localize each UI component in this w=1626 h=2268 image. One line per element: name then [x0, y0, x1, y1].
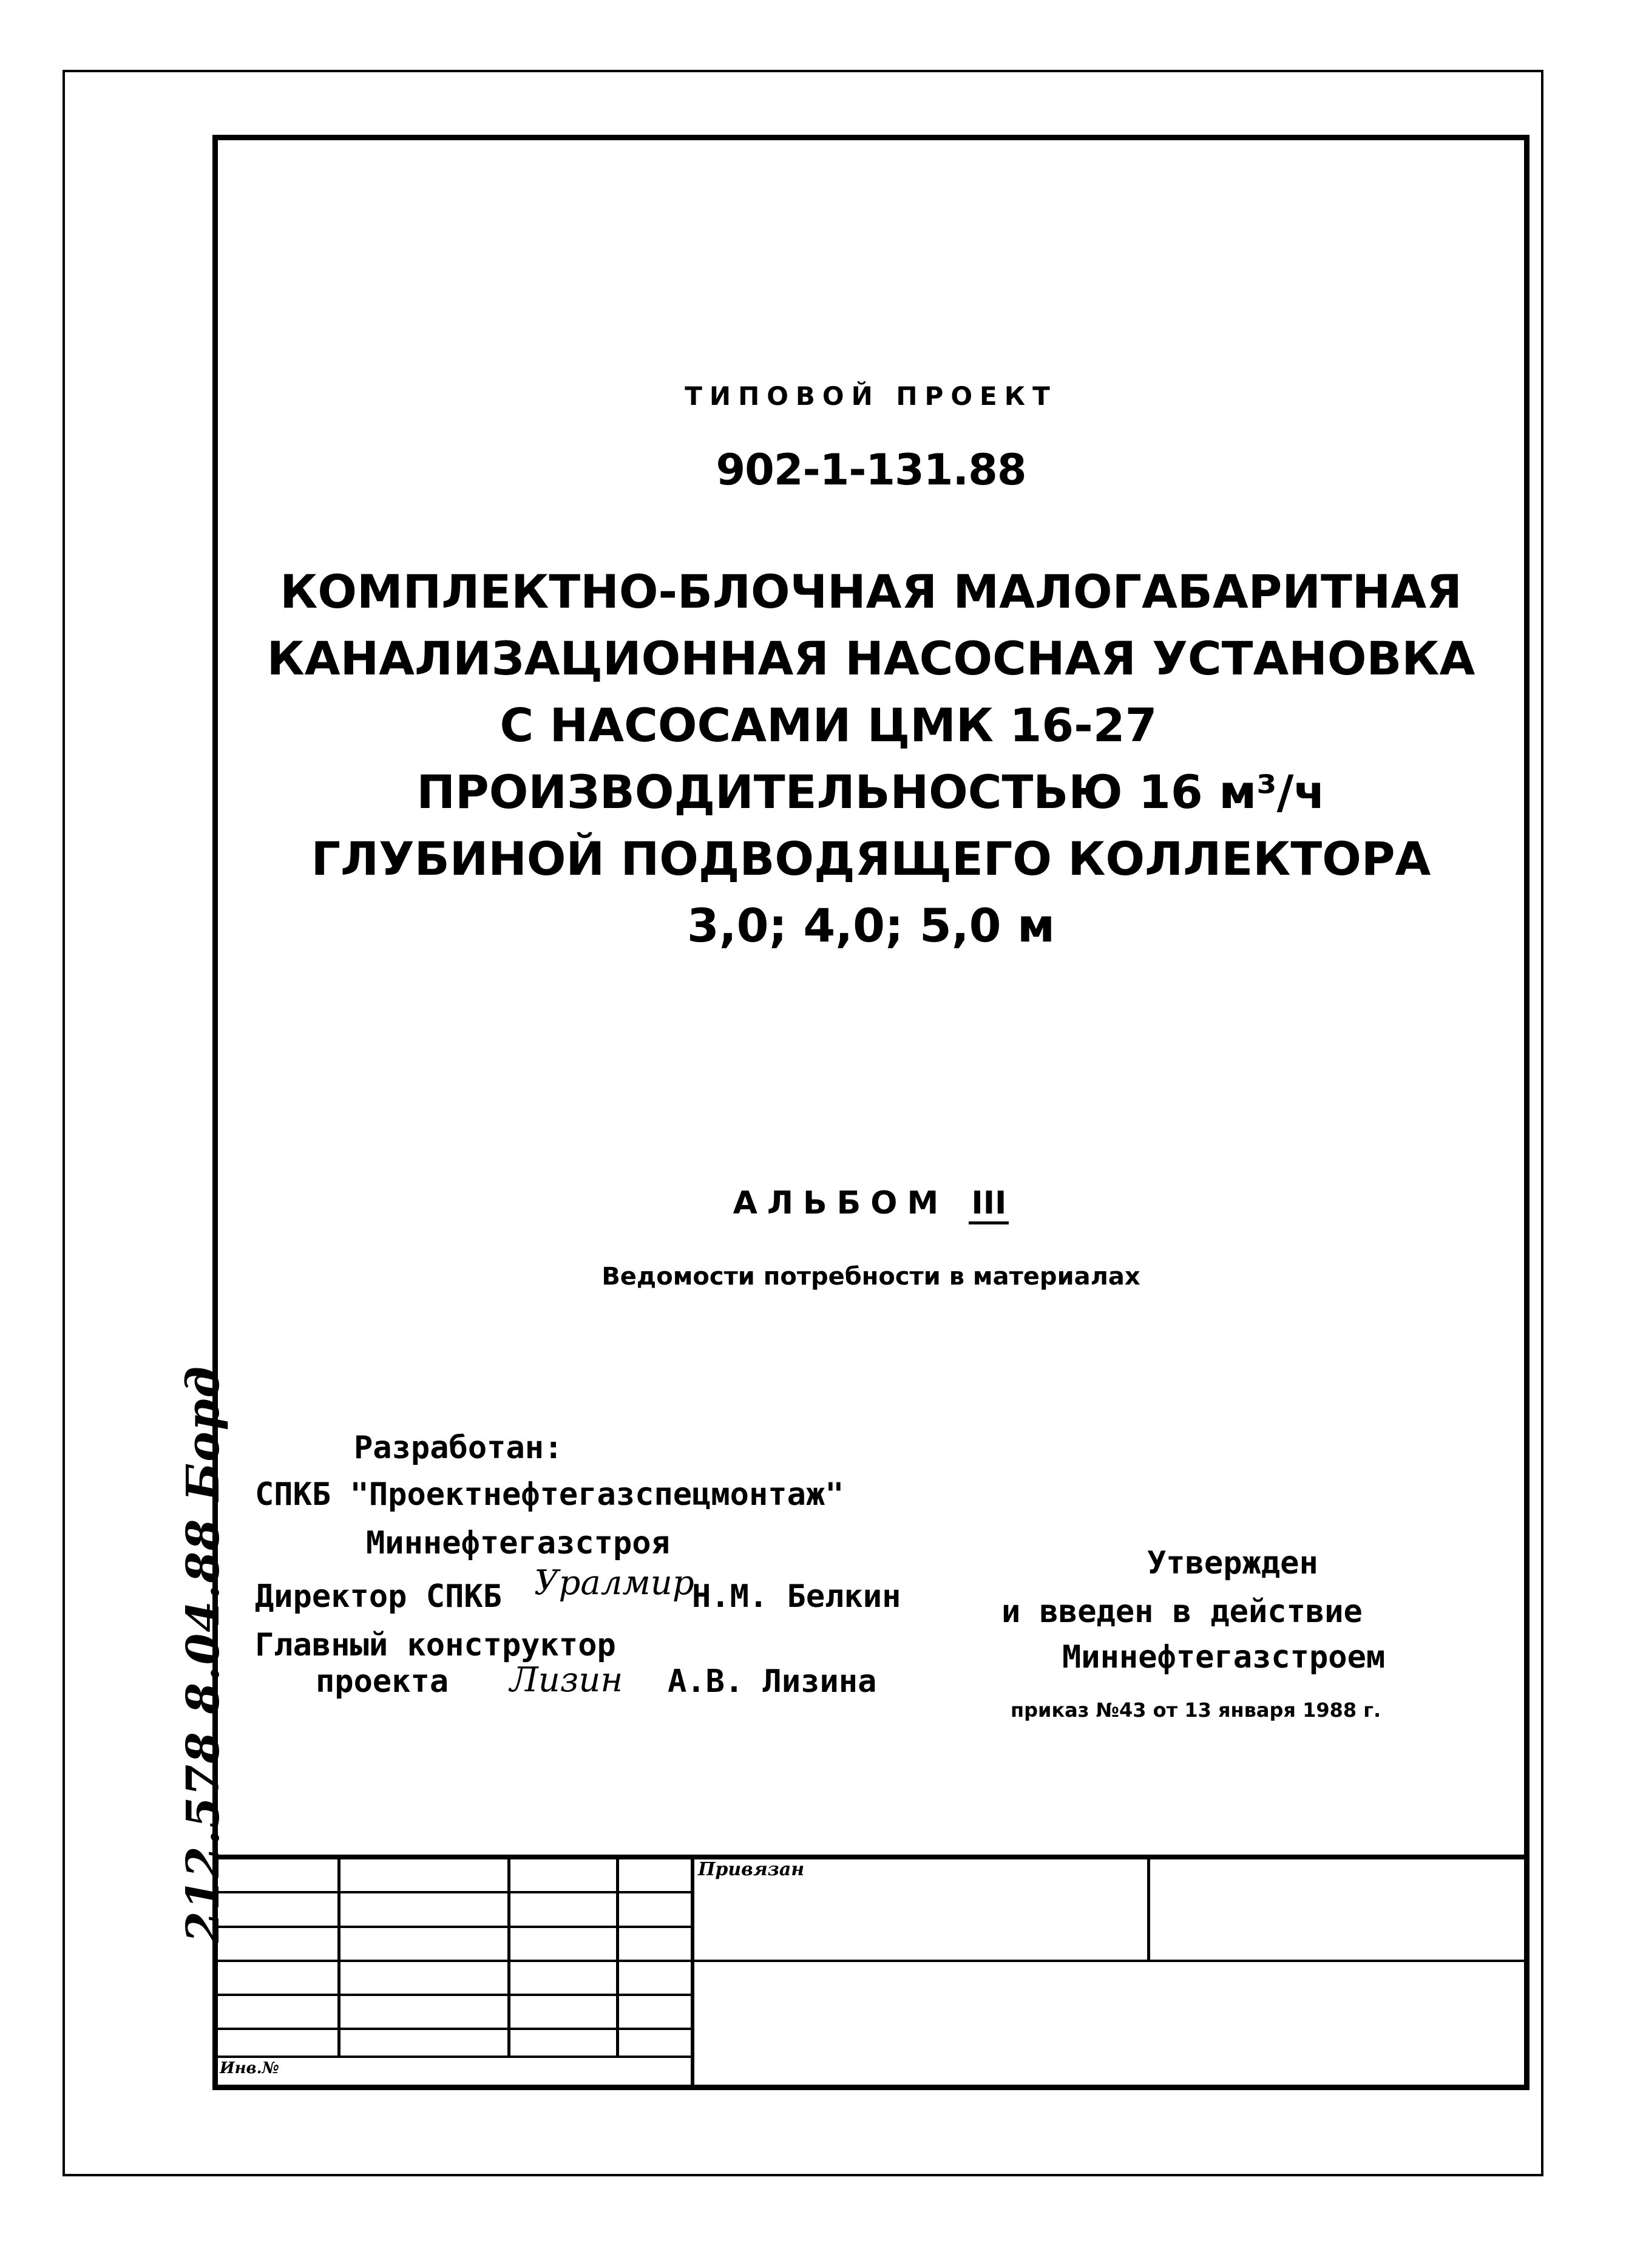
stamp-col-divider [507, 1855, 510, 2056]
stamp-row-divider [212, 1926, 693, 1928]
chief-signature: Лизин [510, 1660, 623, 1700]
stamp-row-divider [212, 1960, 1529, 1962]
chief-title-line-1: Главный конструктор [255, 1627, 616, 1663]
inner-frame [212, 135, 1529, 2090]
album-heading [212, 1185, 1529, 1224]
series-label: ТИПОВОЙ ПРОЕКТ [685, 381, 1057, 411]
title-line-2: КАНАЛИЗАЦИОННАЯ НАСОСНАЯ УСТАНОВКА [266, 631, 1475, 685]
stamp-col-divider [616, 1855, 619, 2056]
title-line-3: С НАСОСАМИ ЦМК 16-27 [500, 698, 1157, 752]
director-name: Н.М. Белкин [692, 1578, 901, 1615]
stamp-col-divider [1147, 1855, 1150, 1961]
stamp-col-divider [691, 1855, 694, 2090]
director-signature: Уралмир [534, 1563, 694, 1603]
handwritten-side-note: 212.578 8.04.88 Борд [177, 1365, 229, 1943]
stamp-col-divider [337, 1855, 340, 2056]
approval-line-1: Утвержден [1147, 1545, 1318, 1581]
album-number: III [969, 1185, 1009, 1224]
project-number: 902-1-131.88 [716, 445, 1026, 495]
developer-org: СПКБ "Проектнефтегазспецмонтаж" [255, 1476, 844, 1513]
chief-title-line-2: проекта [316, 1663, 449, 1700]
album-subtitle: Ведомости потребности в материалах [601, 1263, 1140, 1291]
title-line-6: 3,0; 4,0; 5,0 м [686, 898, 1055, 952]
album-label: АЛЬБОМ [733, 1185, 949, 1221]
bound-label: Привязан [698, 1859, 805, 1880]
chief-name: А.В. Лизина [668, 1663, 877, 1700]
developer-ministry: Миннефтегазстроя [366, 1525, 670, 1561]
developer-heading: Разработан: [354, 1430, 563, 1466]
approval-line-3: Миннефтегазстроем [1062, 1639, 1386, 1676]
approval-line-2: и введен в действие [1001, 1594, 1363, 1630]
director-title: Директор СПКБ [255, 1578, 502, 1615]
stamp-row-divider [212, 2028, 693, 2030]
stamp-row-divider [212, 2056, 693, 2058]
stamp-row-divider [212, 1994, 693, 1996]
inventory-label: Инв.№ [220, 2059, 279, 2077]
stamp-top-border [212, 1855, 1529, 1859]
title-line-5: ГЛУБИНОЙ ПОДВОДЯЩЕГО КОЛЛЕКТОРА [311, 832, 1431, 886]
title-line-1: КОМПЛЕКТНО-БЛОЧНАЯ МАЛОГАБАРИТНАЯ [280, 565, 1462, 619]
project-title [212, 559, 1529, 959]
title-line-4: ПРОИЗВОДИТЕЛЬНОСТЬЮ 16 м³/ч [416, 765, 1326, 819]
stamp-row-divider [212, 1891, 693, 1893]
approval-order: приказ №43 от 13 января 1988 г. [1011, 1699, 1381, 1722]
